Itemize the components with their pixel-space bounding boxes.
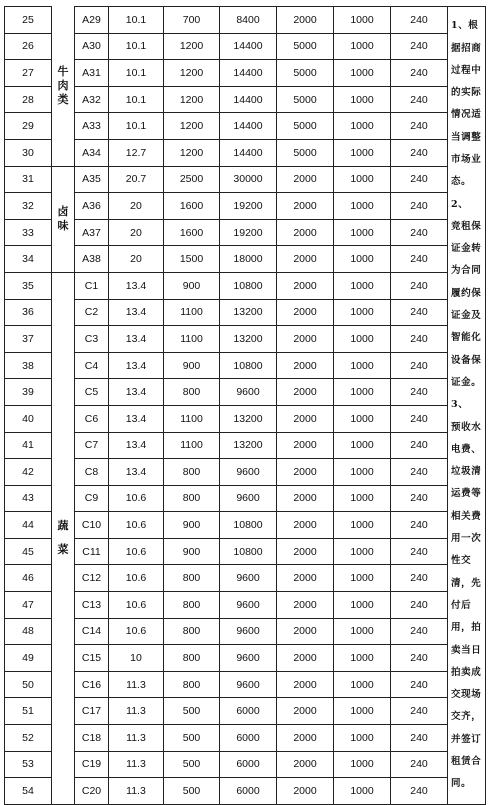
smart-cell: 1000 bbox=[334, 671, 391, 698]
table-row bbox=[5, 33, 486, 60]
table-row bbox=[5, 538, 486, 565]
row-number-cell: 43 bbox=[5, 485, 52, 512]
total-cell: 10800 bbox=[220, 538, 277, 565]
row-number-cell: 47 bbox=[5, 592, 52, 619]
util-cell: 240 bbox=[391, 219, 448, 246]
notes-cell: 1、根据招商过程中的实际情况适当调整市场业态。2、 竞租保证金转为合同履约保证金及智能化设备保证金。3、 预收水电费、垃圾清运费等相关费用一次性交清，先付后用，拍卖当日拍卖成交现场交齐，并签订租赁合同。 bbox=[448, 7, 486, 805]
table-row bbox=[5, 512, 486, 539]
row-number-cell: 44 bbox=[5, 512, 52, 539]
table-row bbox=[5, 193, 486, 220]
row-number-cell: 49 bbox=[5, 645, 52, 672]
code-cell: C6 bbox=[75, 405, 109, 432]
table-row bbox=[5, 379, 486, 406]
code-cell: C16 bbox=[75, 671, 109, 698]
total-cell: 30000 bbox=[220, 166, 277, 193]
util-cell: 240 bbox=[391, 459, 448, 486]
price-cell: 1500 bbox=[164, 246, 220, 273]
deposit-cell: 2000 bbox=[277, 459, 334, 486]
deposit-cell: 2000 bbox=[277, 193, 334, 220]
price-cell: 800 bbox=[164, 459, 220, 486]
area-cell: 10.6 bbox=[109, 538, 164, 565]
row-number-cell: 36 bbox=[5, 299, 52, 326]
total-cell: 9600 bbox=[220, 645, 277, 672]
total-cell: 14400 bbox=[220, 139, 277, 166]
deposit-cell: 2000 bbox=[277, 485, 334, 512]
row-number-cell: 29 bbox=[5, 113, 52, 140]
table-body bbox=[5, 7, 486, 805]
deposit-cell: 2000 bbox=[277, 512, 334, 539]
code-cell: C15 bbox=[75, 645, 109, 672]
price-cell: 1100 bbox=[164, 299, 220, 326]
util-cell: 240 bbox=[391, 778, 448, 805]
smart-cell: 1000 bbox=[334, 299, 391, 326]
row-number-cell: 39 bbox=[5, 379, 52, 406]
area-cell: 10.6 bbox=[109, 618, 164, 645]
table-row bbox=[5, 86, 486, 113]
util-cell: 240 bbox=[391, 299, 448, 326]
row-number-cell: 37 bbox=[5, 326, 52, 353]
util-cell: 240 bbox=[391, 671, 448, 698]
table-row bbox=[5, 219, 486, 246]
row-number-cell: 35 bbox=[5, 272, 52, 299]
code-cell: C2 bbox=[75, 299, 109, 326]
table-row bbox=[5, 671, 486, 698]
util-cell: 240 bbox=[391, 139, 448, 166]
deposit-cell: 2000 bbox=[277, 219, 334, 246]
total-cell: 13200 bbox=[220, 405, 277, 432]
table-row bbox=[5, 778, 486, 805]
smart-cell: 1000 bbox=[334, 33, 391, 60]
row-number-cell: 25 bbox=[5, 7, 52, 34]
smart-cell: 1000 bbox=[334, 352, 391, 379]
area-cell: 10.1 bbox=[109, 113, 164, 140]
area-cell: 11.3 bbox=[109, 751, 164, 778]
util-cell: 240 bbox=[391, 432, 448, 459]
smart-cell: 1000 bbox=[334, 7, 391, 34]
category-char: 蔬 bbox=[57, 519, 69, 533]
smart-cell: 1000 bbox=[334, 246, 391, 273]
total-cell: 8400 bbox=[220, 7, 277, 34]
total-cell: 18000 bbox=[220, 246, 277, 273]
util-cell: 240 bbox=[391, 7, 448, 34]
price-cell: 500 bbox=[164, 725, 220, 752]
price-cell: 1200 bbox=[164, 139, 220, 166]
area-cell: 10.6 bbox=[109, 565, 164, 592]
deposit-cell: 5000 bbox=[277, 86, 334, 113]
table-row bbox=[5, 725, 486, 752]
deposit-cell: 2000 bbox=[277, 299, 334, 326]
total-cell: 9600 bbox=[220, 459, 277, 486]
area-cell: 13.4 bbox=[109, 352, 164, 379]
util-cell: 240 bbox=[391, 33, 448, 60]
category-spacer bbox=[52, 533, 70, 543]
area-cell: 10.6 bbox=[109, 592, 164, 619]
code-cell: C3 bbox=[75, 326, 109, 353]
deposit-cell: 2000 bbox=[277, 352, 334, 379]
price-cell: 500 bbox=[164, 778, 220, 805]
table-row bbox=[5, 751, 486, 778]
area-cell: 13.4 bbox=[109, 326, 164, 353]
price-cell: 1600 bbox=[164, 219, 220, 246]
deposit-cell: 2000 bbox=[277, 405, 334, 432]
smart-cell: 1000 bbox=[334, 272, 391, 299]
total-cell: 9600 bbox=[220, 618, 277, 645]
total-cell: 13200 bbox=[220, 432, 277, 459]
smart-cell: 1000 bbox=[334, 459, 391, 486]
deposit-cell: 2000 bbox=[277, 166, 334, 193]
util-cell: 240 bbox=[391, 352, 448, 379]
code-cell: C19 bbox=[75, 751, 109, 778]
area-cell: 10.1 bbox=[109, 33, 164, 60]
category-char: 牛 bbox=[57, 65, 69, 79]
table-row bbox=[5, 618, 486, 645]
smart-cell: 1000 bbox=[334, 326, 391, 353]
deposit-cell: 2000 bbox=[277, 246, 334, 273]
util-cell: 240 bbox=[391, 725, 448, 752]
area-cell: 20 bbox=[109, 193, 164, 220]
util-cell: 240 bbox=[391, 645, 448, 672]
total-cell: 9600 bbox=[220, 592, 277, 619]
price-cell: 800 bbox=[164, 592, 220, 619]
table-row bbox=[5, 645, 486, 672]
row-number-cell: 41 bbox=[5, 432, 52, 459]
row-number-cell: 38 bbox=[5, 352, 52, 379]
deposit-cell: 5000 bbox=[277, 113, 334, 140]
price-cell: 900 bbox=[164, 512, 220, 539]
smart-cell: 1000 bbox=[334, 193, 391, 220]
table-row bbox=[5, 698, 486, 725]
category-char: 卤 bbox=[57, 205, 69, 219]
area-cell: 12.7 bbox=[109, 139, 164, 166]
util-cell: 240 bbox=[391, 751, 448, 778]
category-char: 肉 bbox=[57, 79, 69, 93]
area-cell: 13.4 bbox=[109, 459, 164, 486]
util-cell: 240 bbox=[391, 592, 448, 619]
price-cell: 700 bbox=[164, 7, 220, 34]
code-cell: C20 bbox=[75, 778, 109, 805]
table-row bbox=[5, 139, 486, 166]
price-cell: 500 bbox=[164, 698, 220, 725]
price-cell: 1100 bbox=[164, 405, 220, 432]
code-cell: A32 bbox=[75, 86, 109, 113]
area-cell: 13.4 bbox=[109, 432, 164, 459]
row-number-cell: 52 bbox=[5, 725, 52, 752]
code-cell: C9 bbox=[75, 485, 109, 512]
row-number-cell: 34 bbox=[5, 246, 52, 273]
smart-cell: 1000 bbox=[334, 379, 391, 406]
code-cell: A36 bbox=[75, 193, 109, 220]
code-cell: A38 bbox=[75, 246, 109, 273]
category-char: 类 bbox=[57, 93, 69, 107]
table-row bbox=[5, 352, 486, 379]
code-cell: A35 bbox=[75, 166, 109, 193]
deposit-cell: 2000 bbox=[277, 379, 334, 406]
row-number-cell: 50 bbox=[5, 671, 52, 698]
smart-cell: 1000 bbox=[334, 698, 391, 725]
price-cell: 900 bbox=[164, 272, 220, 299]
total-cell: 9600 bbox=[220, 379, 277, 406]
total-cell: 6000 bbox=[220, 698, 277, 725]
util-cell: 240 bbox=[391, 246, 448, 273]
total-cell: 10800 bbox=[220, 352, 277, 379]
total-cell: 19200 bbox=[220, 219, 277, 246]
smart-cell: 1000 bbox=[334, 219, 391, 246]
deposit-cell: 5000 bbox=[277, 139, 334, 166]
price-cell: 800 bbox=[164, 671, 220, 698]
area-cell: 13.4 bbox=[109, 272, 164, 299]
deposit-cell: 2000 bbox=[277, 7, 334, 34]
deposit-cell: 2000 bbox=[277, 671, 334, 698]
util-cell: 240 bbox=[391, 60, 448, 87]
code-cell: C18 bbox=[75, 725, 109, 752]
smart-cell: 1000 bbox=[334, 485, 391, 512]
util-cell: 240 bbox=[391, 565, 448, 592]
util-cell: 240 bbox=[391, 512, 448, 539]
util-cell: 240 bbox=[391, 379, 448, 406]
price-cell: 1600 bbox=[164, 193, 220, 220]
util-cell: 240 bbox=[391, 166, 448, 193]
deposit-cell: 2000 bbox=[277, 432, 334, 459]
price-cell: 1200 bbox=[164, 86, 220, 113]
row-number-cell: 32 bbox=[5, 193, 52, 220]
area-cell: 13.4 bbox=[109, 299, 164, 326]
smart-cell: 1000 bbox=[334, 139, 391, 166]
category-char: 菜 bbox=[57, 543, 69, 557]
price-cell: 800 bbox=[164, 645, 220, 672]
code-cell: A30 bbox=[75, 33, 109, 60]
code-cell: A37 bbox=[75, 219, 109, 246]
row-number-cell: 54 bbox=[5, 778, 52, 805]
row-number-cell: 26 bbox=[5, 33, 52, 60]
deposit-cell: 2000 bbox=[277, 565, 334, 592]
util-cell: 240 bbox=[391, 618, 448, 645]
price-cell: 500 bbox=[164, 751, 220, 778]
code-cell: A34 bbox=[75, 139, 109, 166]
total-cell: 10800 bbox=[220, 272, 277, 299]
table-row bbox=[5, 246, 486, 273]
code-cell: C12 bbox=[75, 565, 109, 592]
smart-cell: 1000 bbox=[334, 565, 391, 592]
area-cell: 20 bbox=[109, 219, 164, 246]
price-cell: 1200 bbox=[164, 33, 220, 60]
area-cell: 10.1 bbox=[109, 86, 164, 113]
code-cell: C1 bbox=[75, 272, 109, 299]
table-row bbox=[5, 485, 486, 512]
area-cell: 11.3 bbox=[109, 778, 164, 805]
deposit-cell: 2000 bbox=[277, 618, 334, 645]
category-cell bbox=[52, 166, 75, 272]
area-cell: 13.4 bbox=[109, 379, 164, 406]
area-cell: 10.1 bbox=[109, 7, 164, 34]
row-number-cell: 46 bbox=[5, 565, 52, 592]
util-cell: 240 bbox=[391, 272, 448, 299]
table-row bbox=[5, 113, 486, 140]
area-cell: 10.6 bbox=[109, 512, 164, 539]
smart-cell: 1000 bbox=[334, 113, 391, 140]
deposit-cell: 2000 bbox=[277, 698, 334, 725]
area-cell: 20.7 bbox=[109, 166, 164, 193]
code-cell: C4 bbox=[75, 352, 109, 379]
code-cell: C13 bbox=[75, 592, 109, 619]
row-number-cell: 42 bbox=[5, 459, 52, 486]
lease-table bbox=[4, 6, 486, 805]
smart-cell: 1000 bbox=[334, 432, 391, 459]
total-cell: 9600 bbox=[220, 565, 277, 592]
table-row bbox=[5, 166, 486, 193]
total-cell: 9600 bbox=[220, 485, 277, 512]
table-row bbox=[5, 432, 486, 459]
total-cell: 14400 bbox=[220, 86, 277, 113]
deposit-cell: 5000 bbox=[277, 33, 334, 60]
util-cell: 240 bbox=[391, 538, 448, 565]
row-number-cell: 31 bbox=[5, 166, 52, 193]
category-cell bbox=[52, 7, 75, 167]
deposit-cell: 2000 bbox=[277, 538, 334, 565]
price-cell: 900 bbox=[164, 538, 220, 565]
smart-cell: 1000 bbox=[334, 751, 391, 778]
price-cell: 1200 bbox=[164, 60, 220, 87]
smart-cell: 1000 bbox=[334, 60, 391, 87]
table-row bbox=[5, 272, 486, 299]
deposit-cell: 2000 bbox=[277, 778, 334, 805]
deposit-cell: 5000 bbox=[277, 60, 334, 87]
row-number-cell: 51 bbox=[5, 698, 52, 725]
price-cell: 900 bbox=[164, 352, 220, 379]
code-cell: C11 bbox=[75, 538, 109, 565]
util-cell: 240 bbox=[391, 86, 448, 113]
price-cell: 1200 bbox=[164, 113, 220, 140]
price-cell: 1100 bbox=[164, 326, 220, 353]
code-cell: C7 bbox=[75, 432, 109, 459]
total-cell: 9600 bbox=[220, 671, 277, 698]
util-cell: 240 bbox=[391, 698, 448, 725]
row-number-cell: 40 bbox=[5, 405, 52, 432]
code-cell: A33 bbox=[75, 113, 109, 140]
code-cell: C5 bbox=[75, 379, 109, 406]
code-cell: A29 bbox=[75, 7, 109, 34]
area-cell: 20 bbox=[109, 246, 164, 273]
total-cell: 10800 bbox=[220, 512, 277, 539]
smart-cell: 1000 bbox=[334, 166, 391, 193]
smart-cell: 1000 bbox=[334, 405, 391, 432]
row-number-cell: 27 bbox=[5, 60, 52, 87]
price-cell: 2500 bbox=[164, 166, 220, 193]
smart-cell: 1000 bbox=[334, 512, 391, 539]
total-cell: 14400 bbox=[220, 33, 277, 60]
area-cell: 13.4 bbox=[109, 405, 164, 432]
total-cell: 19200 bbox=[220, 193, 277, 220]
code-cell: C10 bbox=[75, 512, 109, 539]
smart-cell: 1000 bbox=[334, 645, 391, 672]
row-number-cell: 53 bbox=[5, 751, 52, 778]
total-cell: 14400 bbox=[220, 60, 277, 87]
area-cell: 10.1 bbox=[109, 60, 164, 87]
deposit-cell: 2000 bbox=[277, 725, 334, 752]
total-cell: 6000 bbox=[220, 751, 277, 778]
code-cell: A31 bbox=[75, 60, 109, 87]
util-cell: 240 bbox=[391, 485, 448, 512]
table-row bbox=[5, 60, 486, 87]
table-row bbox=[5, 459, 486, 486]
price-cell: 1100 bbox=[164, 432, 220, 459]
price-cell: 800 bbox=[164, 485, 220, 512]
deposit-cell: 2000 bbox=[277, 645, 334, 672]
util-cell: 240 bbox=[391, 405, 448, 432]
area-cell: 10 bbox=[109, 645, 164, 672]
util-cell: 240 bbox=[391, 326, 448, 353]
row-number-cell: 33 bbox=[5, 219, 52, 246]
category-cell bbox=[52, 272, 75, 804]
code-cell: C17 bbox=[75, 698, 109, 725]
area-cell: 11.3 bbox=[109, 725, 164, 752]
total-cell: 13200 bbox=[220, 299, 277, 326]
price-cell: 800 bbox=[164, 618, 220, 645]
table-row bbox=[5, 592, 486, 619]
code-cell: C8 bbox=[75, 459, 109, 486]
total-cell: 14400 bbox=[220, 113, 277, 140]
area-cell: 11.3 bbox=[109, 698, 164, 725]
deposit-cell: 2000 bbox=[277, 272, 334, 299]
table-row bbox=[5, 7, 486, 34]
smart-cell: 1000 bbox=[334, 86, 391, 113]
smart-cell: 1000 bbox=[334, 538, 391, 565]
table-row bbox=[5, 326, 486, 353]
row-number-cell: 28 bbox=[5, 86, 52, 113]
table-row bbox=[5, 565, 486, 592]
smart-cell: 1000 bbox=[334, 725, 391, 752]
area-cell: 11.3 bbox=[109, 671, 164, 698]
total-cell: 13200 bbox=[220, 326, 277, 353]
code-cell: C14 bbox=[75, 618, 109, 645]
row-number-cell: 30 bbox=[5, 139, 52, 166]
smart-cell: 1000 bbox=[334, 618, 391, 645]
smart-cell: 1000 bbox=[334, 778, 391, 805]
price-cell: 800 bbox=[164, 379, 220, 406]
row-number-cell: 48 bbox=[5, 618, 52, 645]
util-cell: 240 bbox=[391, 193, 448, 220]
util-cell: 240 bbox=[391, 113, 448, 140]
total-cell: 6000 bbox=[220, 778, 277, 805]
price-cell: 800 bbox=[164, 565, 220, 592]
deposit-cell: 2000 bbox=[277, 751, 334, 778]
row-number-cell: 45 bbox=[5, 538, 52, 565]
table-row bbox=[5, 405, 486, 432]
category-char: 味 bbox=[57, 219, 69, 233]
deposit-cell: 2000 bbox=[277, 326, 334, 353]
total-cell: 6000 bbox=[220, 725, 277, 752]
table-row bbox=[5, 299, 486, 326]
deposit-cell: 2000 bbox=[277, 592, 334, 619]
smart-cell: 1000 bbox=[334, 592, 391, 619]
area-cell: 10.6 bbox=[109, 485, 164, 512]
